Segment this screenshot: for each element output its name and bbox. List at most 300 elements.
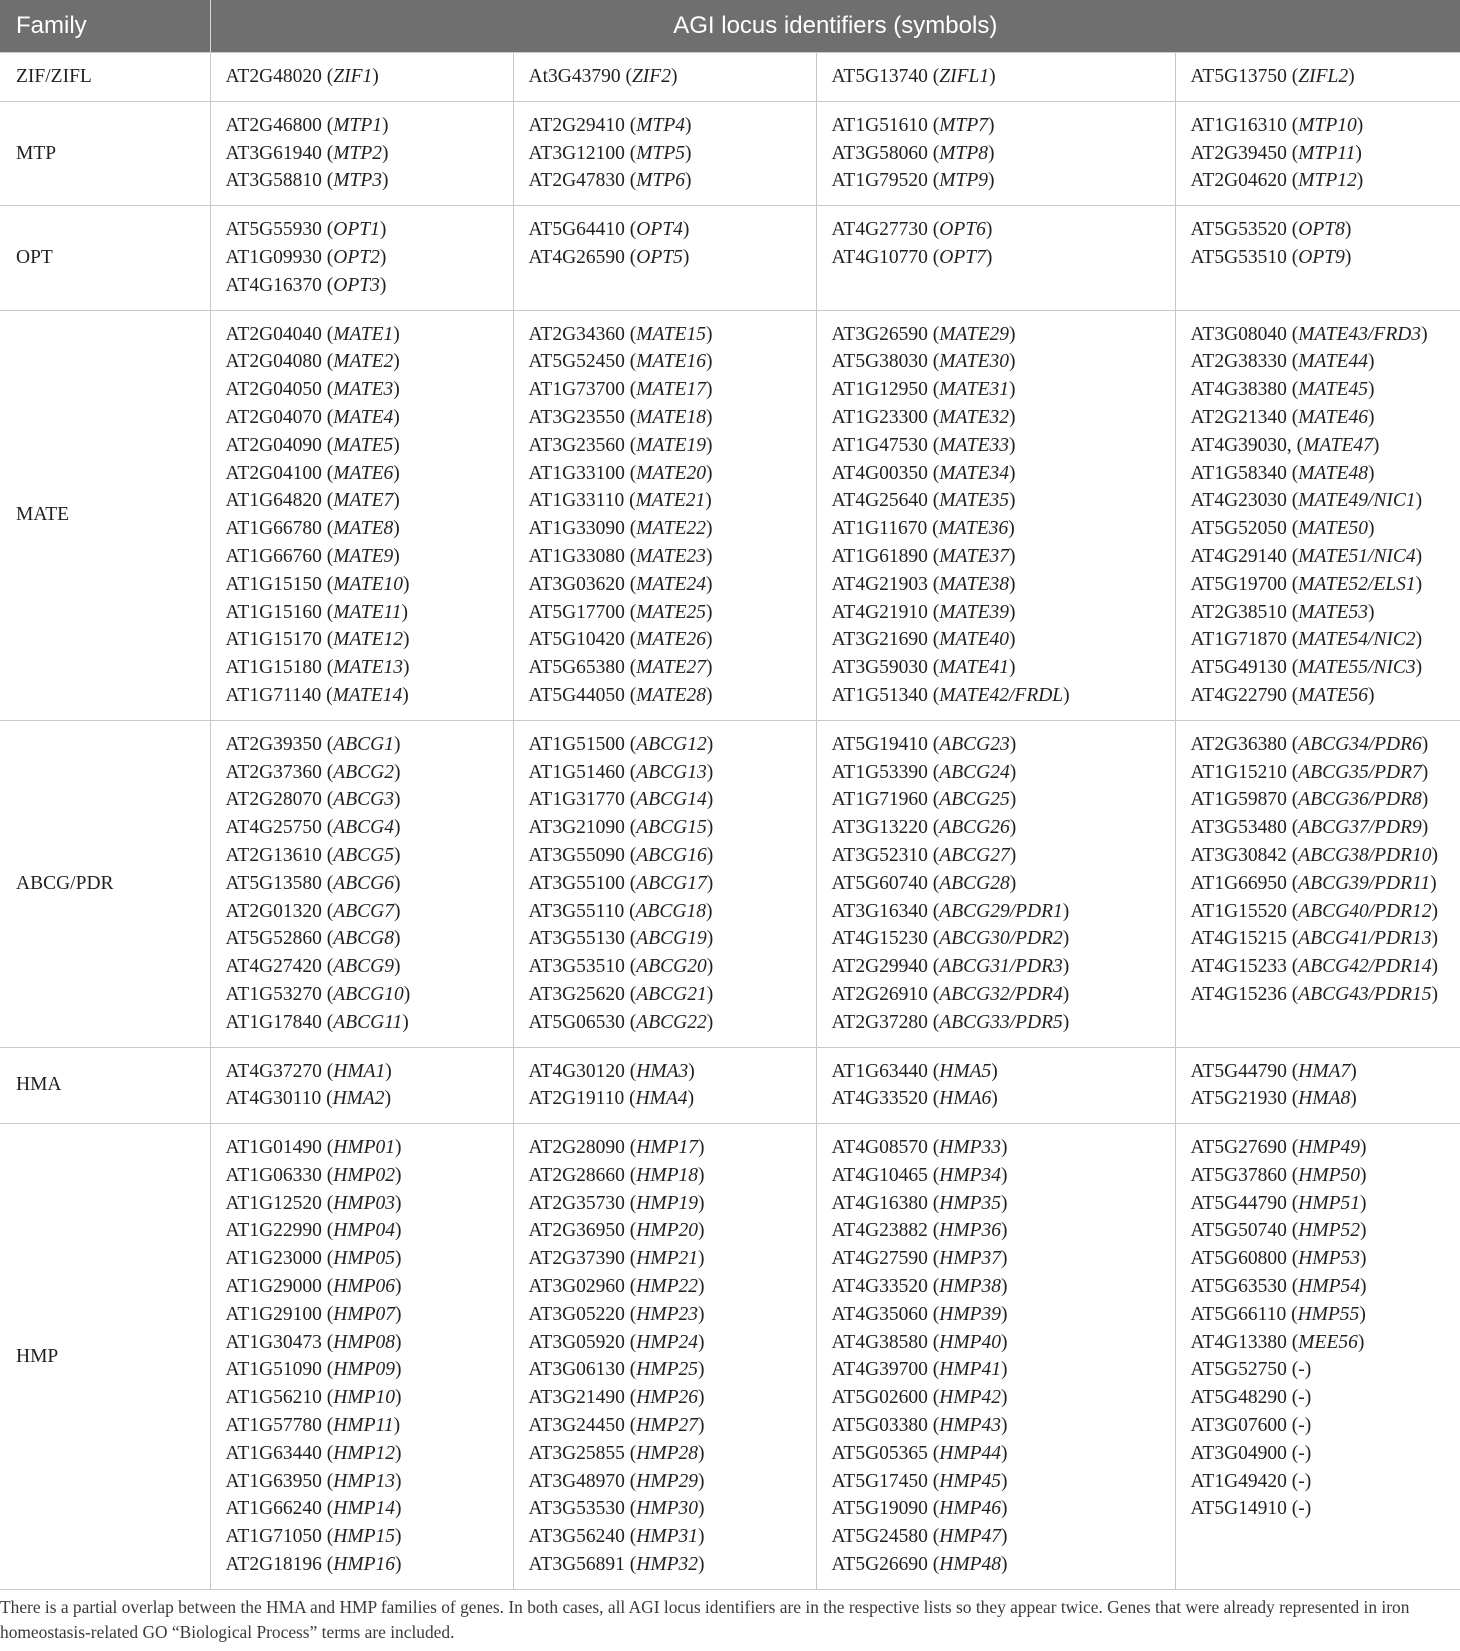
gene-symbol: HMP10: [333, 1387, 396, 1409]
locus-entry: [226, 1162, 505, 1190]
gene-symbol: ABCG28: [939, 872, 1010, 894]
gene-symbol: ABCG17: [636, 872, 707, 894]
locus-close: ): [706, 573, 713, 595]
gene-symbol: ZIF2: [631, 66, 671, 87]
gene-symbol: MATE33: [939, 434, 1009, 456]
gene-symbol: ABCG5: [333, 844, 394, 866]
locus-entry: [832, 404, 1167, 432]
gene-symbol: HMP41: [939, 1359, 1002, 1381]
locus-entry: [832, 432, 1167, 460]
locus-entry: [832, 1384, 1167, 1412]
locus-entry: [832, 786, 1167, 814]
locus-id: AT1G06330 (: [225, 1164, 334, 1186]
locus-id: AT2G04070 (: [225, 406, 334, 428]
locus-close: ): [1001, 1359, 1008, 1381]
locus-cell: [1175, 1124, 1460, 1590]
locus-entry: [1191, 543, 1453, 571]
locus-entry: [529, 571, 808, 599]
locus-entry: [529, 870, 808, 898]
gene-symbol: HMA3: [636, 1060, 689, 1082]
gene-symbol: HMP32: [636, 1554, 699, 1576]
gene-symbol: HMP50: [1298, 1164, 1361, 1186]
gene-symbol: ABCG23: [939, 733, 1010, 755]
locus-id: AT1G51090 (: [225, 1359, 334, 1381]
gene-symbol: OPT7: [939, 246, 986, 268]
locus-cell: [816, 206, 1175, 310]
locus-close: ): [706, 379, 713, 401]
locus-id: AT1G59870 (: [1190, 789, 1299, 811]
gene-symbol: HMP06: [333, 1276, 396, 1298]
gene-symbol: HMP44: [939, 1442, 1002, 1464]
locus-id: AT1G15150 (: [225, 573, 334, 595]
locus-id: AT4G37270 (: [225, 1060, 334, 1082]
locus-close: ): [393, 817, 401, 839]
locus-id: AT4G27420 (: [225, 956, 334, 978]
locus-entry: [529, 376, 808, 404]
locus-id: AT1G12520 (: [225, 1192, 334, 1214]
gene-symbol: ABCG20: [636, 956, 707, 978]
gene-symbol: ABCG42/PDR14: [1298, 956, 1432, 978]
locus-cell: [513, 1124, 816, 1590]
locus-id: AT1G30473 (: [225, 1331, 334, 1353]
gene-symbol: HMP39: [939, 1303, 1002, 1325]
locus-id: AT5G49130 (: [1190, 657, 1299, 679]
gene-symbol: MATE56: [1298, 684, 1368, 706]
locus-close: ): [393, 844, 401, 866]
gene-symbol: MTP9: [939, 170, 989, 192]
locus-close: ): [1063, 684, 1070, 706]
gene-symbol: HMP04: [333, 1220, 396, 1242]
gene-symbol: MTP11: [1298, 142, 1356, 164]
locus-entry: [832, 1162, 1167, 1190]
gene-symbol: HMP31: [636, 1526, 699, 1548]
family-cell: ZIF/ZIFL: [0, 53, 210, 102]
locus-entry: [226, 1468, 505, 1496]
locus-entry: [1191, 599, 1453, 627]
locus-close: ): [706, 844, 714, 866]
locus-close: ): [698, 1526, 705, 1548]
gene-symbol: MATE36: [938, 518, 1009, 540]
locus-close: ): [1368, 406, 1375, 428]
gene-symbol: MATE18: [636, 406, 706, 428]
locus-id: AT3G05220 (: [528, 1303, 637, 1325]
locus-close: ): [1001, 1248, 1008, 1270]
gene-symbol: MTP8: [939, 142, 989, 164]
gene-symbol: HMP45: [939, 1470, 1002, 1492]
gene-symbol: ABCG2: [333, 761, 394, 783]
locus-entry: [1191, 487, 1453, 515]
gene-symbol: HMP14: [333, 1498, 396, 1520]
gene-symbol: OPT4: [636, 219, 683, 241]
locus-close: ): [395, 1498, 402, 1520]
locus-close: ): [706, 761, 714, 783]
locus-id: AT1G23300 (: [831, 406, 940, 428]
locus-close: ): [1001, 1220, 1008, 1242]
locus-entry: [529, 1190, 808, 1218]
locus-entry: [1191, 731, 1453, 759]
gene-symbol: MATE35: [939, 490, 1009, 512]
locus-entry: [226, 216, 505, 244]
locus-entry: [1191, 1384, 1453, 1412]
locus-id: AT5G44790 (: [1190, 1192, 1299, 1214]
locus-entry: [1191, 376, 1453, 404]
locus-close: ): [1415, 545, 1423, 567]
locus-close: ): [1350, 1060, 1357, 1082]
locus-id: AT1G15170 (: [225, 629, 334, 651]
locus-id: AT5G63530 (: [1190, 1276, 1299, 1298]
locus-id: AT3G55090 (: [528, 844, 637, 866]
locus-close: ): [1009, 379, 1016, 401]
locus-id: AT2G47830 (: [528, 170, 637, 192]
gene-symbol: OPT5: [636, 246, 683, 268]
locus-id: AT1G22990 (: [225, 1220, 334, 1242]
locus-id: AT1G73700 (: [528, 379, 637, 401]
locus-entry: [1191, 167, 1453, 195]
locus-id: AT4G35060 (: [831, 1303, 940, 1325]
locus-id: AT1G51500 (: [528, 733, 637, 755]
locus-entry: [529, 216, 808, 244]
locus-entry: [226, 759, 505, 787]
locus-id: AT4G15236 (: [1190, 983, 1299, 1005]
gene-symbol: MATE32: [939, 406, 1009, 428]
locus-entry: [1191, 925, 1453, 953]
gene-symbol: HMP20: [636, 1220, 699, 1242]
locus-close: ): [1431, 983, 1439, 1005]
locus-close: ): [698, 1164, 705, 1186]
locus-id: AT1G15180 (: [225, 657, 334, 679]
locus-entry: [529, 112, 808, 140]
locus-entry: [226, 63, 505, 91]
locus-entry: [1191, 244, 1453, 272]
locus-entry: [226, 543, 505, 571]
locus-close: ): [395, 1276, 402, 1298]
locus-entry: [1191, 654, 1453, 682]
locus-entry: [529, 759, 808, 787]
gene-symbol: MATE16: [636, 351, 706, 373]
locus-close: ): [393, 351, 400, 373]
locus-id: AT1G66240 (: [225, 1498, 334, 1520]
locus-entry: [226, 786, 505, 814]
gene-symbol: ABCG14: [636, 789, 707, 811]
locus-close: ): [1344, 246, 1352, 268]
locus-entry: [832, 731, 1167, 759]
locus-close: ): [989, 66, 996, 87]
locus-close: ): [1360, 1276, 1367, 1298]
locus-entry: [226, 1245, 505, 1273]
gene-symbol: HMP34: [939, 1164, 1002, 1186]
locus-close: ): [395, 1164, 402, 1186]
locus-close: ): [1368, 601, 1375, 623]
locus-entry: [1191, 981, 1453, 1009]
locus-close: ): [706, 684, 713, 706]
gene-symbol: ABCG33/PDR5: [939, 1011, 1063, 1033]
locus-close: ): [706, 406, 713, 428]
locus-id: AT1G56210 (: [225, 1387, 334, 1409]
locus-id: AT2G46800 (: [225, 114, 334, 136]
locus-close: ): [698, 1331, 705, 1353]
locus-id: AT4G39030, (: [1190, 434, 1304, 456]
locus-entry: [529, 321, 808, 349]
locus-close: ): [395, 1526, 402, 1548]
locus-close: ): [706, 434, 713, 456]
locus-id: AT4G15230 (: [831, 928, 940, 950]
locus-id: AT3G06130 (: [528, 1359, 637, 1381]
locus-close: ): [1001, 1498, 1008, 1520]
gene-symbol: ABCG1: [333, 733, 394, 755]
locus-id: AT4G39700 (: [831, 1359, 940, 1381]
gene-symbol: MATE42/FRDL: [939, 684, 1064, 706]
locus-id: AT2G04090 (: [225, 434, 334, 456]
locus-id: AT4G16380 (: [831, 1192, 940, 1214]
locus-id: AT4G13380 (: [1190, 1331, 1299, 1353]
locus-id: AT1G17840 (: [225, 1011, 334, 1033]
locus-cell: [816, 720, 1175, 1047]
gene-symbol: ABCG12: [636, 733, 707, 755]
locus-entry: [1191, 626, 1453, 654]
locus-id: AT1G16310 (: [1190, 114, 1299, 136]
locus-entry: [529, 682, 808, 710]
locus-id: AT3G61940 (: [225, 142, 334, 164]
locus-id: AT2G04080 (: [225, 351, 334, 373]
gene-symbol: HMP16: [333, 1554, 396, 1576]
locus-id: AT5G64410 (: [528, 219, 637, 241]
locus-entry: [226, 1085, 505, 1113]
gene-symbol: MATE17: [636, 379, 706, 401]
locus-close: ): [393, 733, 401, 755]
locus-id: AT5G52050 (: [1190, 518, 1299, 540]
locus-entry: [226, 348, 505, 376]
gene-symbol: MATE54/NIC2: [1298, 629, 1416, 651]
locus-id: AT5G13580 (: [225, 872, 334, 894]
locus-close: ): [1001, 1470, 1008, 1492]
locus-entry: [529, 1356, 808, 1384]
locus-close: ): [401, 601, 409, 623]
locus-id: AT5G17700 (: [528, 601, 637, 623]
locus-close: ): [1421, 761, 1429, 783]
locus-entry: [832, 1217, 1167, 1245]
locus-id: AT5G03380 (: [831, 1415, 940, 1437]
locus-close: ): [1009, 629, 1016, 651]
locus-id: AT3G02960 (: [528, 1276, 637, 1298]
gene-symbol: HMP12: [333, 1442, 396, 1464]
locus-id: AT4G25640 (: [831, 490, 940, 512]
locus-close: ): [698, 1498, 705, 1520]
locus-entry: [529, 1301, 808, 1329]
locus-close: ): [1415, 629, 1423, 651]
gene-symbol: ABCG6: [333, 872, 394, 894]
locus-id: AT5G13750 (: [1190, 66, 1299, 87]
gene-symbol: ABCG24: [939, 761, 1010, 783]
locus-entry: [226, 870, 505, 898]
locus-entry: [1191, 842, 1453, 870]
gene-symbol: HMP51: [1298, 1192, 1361, 1214]
locus-close: ): [1431, 900, 1439, 922]
locus-entry: [529, 599, 808, 627]
locus-id: AT5G44790 (: [1190, 1060, 1299, 1082]
gene-symbol: HMP24: [636, 1331, 699, 1353]
locus-close: ): [706, 928, 714, 950]
gene-symbol: HMP54: [1298, 1276, 1361, 1298]
locus-cell: [1175, 1047, 1460, 1124]
locus-entry: [226, 731, 505, 759]
locus-close: ): [1009, 490, 1016, 512]
locus-entry: [1191, 1468, 1453, 1496]
locus-entry: [226, 1009, 505, 1037]
locus-entry: [226, 1523, 505, 1551]
locus-id: AT2G28660 (: [528, 1164, 637, 1186]
locus-entry: [832, 1523, 1167, 1551]
locus-id: AT3G52310 (: [831, 844, 940, 866]
locus-id: AT4G21910 (: [831, 601, 940, 623]
gene-symbol: MTP10: [1298, 114, 1357, 136]
locus-close: ): [1304, 1498, 1312, 1520]
locus-entry: [832, 1301, 1167, 1329]
locus-close: ): [706, 1011, 714, 1033]
gene-symbol: MATE27: [636, 657, 706, 679]
locus-entry: [529, 953, 808, 981]
locus-close: ): [1001, 1276, 1008, 1298]
gene-symbol: ABCG37/PDR9: [1298, 817, 1422, 839]
locus-entry: [529, 786, 808, 814]
locus-id: AT1G61890 (: [831, 545, 940, 567]
gene-symbol: MATE55/NIC3: [1298, 657, 1416, 679]
locus-id: AT3G56240 (: [528, 1526, 637, 1548]
locus-close: ): [1009, 789, 1017, 811]
locus-entry: [832, 348, 1167, 376]
family-cell: HMA: [0, 1047, 210, 1124]
locus-close: ): [393, 761, 401, 783]
locus-entry: [1191, 460, 1453, 488]
gene-symbol: ZIFL1: [939, 66, 990, 87]
gene-symbol: HMP52: [1298, 1220, 1361, 1242]
locus-id: AT4G30120 (: [528, 1060, 637, 1082]
locus-entry: [832, 1245, 1167, 1273]
locus-entry: [832, 460, 1167, 488]
locus-close: ): [988, 170, 995, 192]
locus-id: AT1G71870 (: [1190, 629, 1299, 651]
locus-entry: [1191, 682, 1453, 710]
locus-entry: [529, 404, 808, 432]
table-header: [0, 0, 1460, 53]
locus-entry: [529, 925, 808, 953]
gene-symbol: MTP4: [636, 114, 686, 136]
locus-close: ): [402, 1011, 409, 1033]
locus-close: ): [698, 1359, 705, 1381]
gene-symbol: MATE11: [333, 601, 402, 623]
locus-entry: [226, 1217, 505, 1245]
locus-close: ): [1372, 434, 1380, 456]
locus-close: ): [1001, 1331, 1008, 1353]
gene-symbol: MATE3: [333, 379, 394, 401]
locus-id: AT1G53390 (: [831, 761, 940, 783]
gene-symbol: MATE52/ELS1: [1298, 573, 1416, 595]
locus-id: AT5G52860 (: [225, 928, 334, 950]
locus-close: ): [706, 545, 713, 567]
locus-id: AT5G02600 (: [831, 1387, 940, 1409]
locus-entry: [832, 1273, 1167, 1301]
locus-id: AT4G00350 (: [831, 462, 940, 484]
locus-id: AT2G38330 (: [1190, 351, 1299, 373]
gene-symbol: MATE31: [939, 379, 1009, 401]
locus-entry: [1191, 1273, 1453, 1301]
locus-entry: [1191, 898, 1453, 926]
gene-symbol: MATE30: [939, 351, 1009, 373]
gene-symbol: MATE51/NIC4: [1298, 545, 1416, 567]
gene-symbol: MTP7: [939, 114, 989, 136]
locus-id: AT5G19700 (: [1190, 573, 1299, 595]
locus-id: AT3G21690 (: [831, 629, 940, 651]
gene-symbol: ABCG30/PDR2: [939, 928, 1063, 950]
locus-close: ): [1009, 434, 1016, 456]
locus-id: AT1G71960 (: [831, 789, 940, 811]
locus-entry: [226, 898, 505, 926]
gene-symbol: ABCG15: [636, 817, 707, 839]
locus-id: AT1G33110 (: [528, 490, 636, 512]
locus-id: AT3G53480 (: [1190, 817, 1299, 839]
locus-entry: [529, 1134, 808, 1162]
locus-entry: [832, 244, 1167, 272]
locus-entry: [226, 953, 505, 981]
locus-id: AT4G33520 (: [831, 1088, 940, 1110]
locus-id: AT1G47530 (: [831, 434, 940, 456]
locus-entry: [529, 63, 808, 91]
locus-id: AT3G25855 (: [528, 1442, 637, 1464]
locus-close: ): [670, 66, 678, 87]
gene-symbol: HMP55: [1297, 1303, 1360, 1325]
gene-symbol: HMP07: [333, 1303, 396, 1325]
locus-entry: [832, 654, 1167, 682]
locus-entry: [1191, 571, 1453, 599]
locus-close: ): [1062, 956, 1070, 978]
gene-symbol: MATE39: [939, 601, 1009, 623]
locus-id: AT5G38030 (: [831, 351, 940, 373]
locus-close: ): [1415, 657, 1423, 679]
gene-symbol: ABCG39/PDR11: [1298, 872, 1431, 894]
locus-close: ): [705, 490, 712, 512]
locus-entry: [832, 1009, 1167, 1037]
locus-close: ): [1001, 1303, 1008, 1325]
locus-close: ): [1009, 872, 1017, 894]
locus-id: AT3G26590 (: [831, 323, 940, 345]
locus-close: ): [395, 1248, 402, 1270]
locus-close: ): [706, 462, 713, 484]
locus-close: ): [1360, 1137, 1367, 1159]
gene-symbol: MATE34: [939, 462, 1009, 484]
gene-symbol: MTP6: [636, 170, 686, 192]
gene-symbol: MATE38: [939, 573, 1009, 595]
locus-id: AT4G15215 (: [1190, 928, 1299, 950]
locus-id: AT1G66950 (: [1190, 872, 1299, 894]
gene-symbol: HMP21: [636, 1248, 699, 1270]
locus-entry: [832, 1329, 1167, 1357]
gene-symbol: MATE26: [636, 629, 706, 651]
locus-entry: [226, 626, 505, 654]
locus-entry: [1191, 112, 1453, 140]
locus-id: AT5G55930 (: [225, 219, 334, 241]
locus-id: AT3G07600 (: [1190, 1415, 1299, 1437]
table-row: [0, 1124, 1460, 1590]
locus-close: ): [1001, 1442, 1008, 1464]
gene-symbol: MATE21: [635, 490, 706, 512]
gene-symbol: MATE23: [636, 545, 706, 567]
locus-entry: [226, 1058, 505, 1086]
locus-id: AT3G58060 (: [831, 142, 940, 164]
locus-id: AT3G03620 (: [528, 573, 637, 595]
locus-id: AT2G48020 (: [225, 66, 334, 87]
locus-close: ): [1368, 462, 1375, 484]
locus-entry: [832, 487, 1167, 515]
locus-id: AT3G25620 (: [528, 983, 637, 1005]
